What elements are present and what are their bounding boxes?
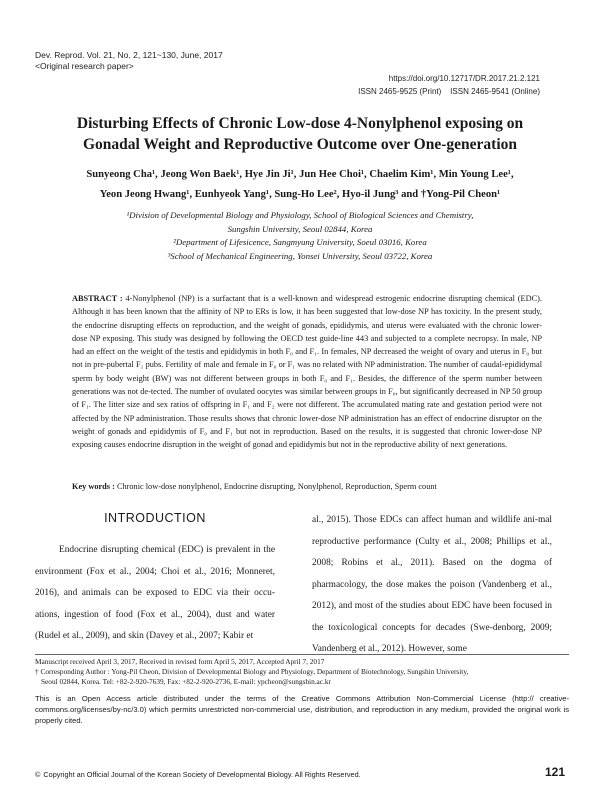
journal-header bbox=[35, 50, 223, 72]
section-heading-introduction: INTRODUCTION bbox=[104, 511, 206, 525]
abstract bbox=[72, 292, 542, 452]
title-line-2: Gonadal Weight and Reproductive Outcome over One-generation bbox=[83, 136, 517, 153]
keywords bbox=[72, 481, 542, 493]
doi-block bbox=[358, 72, 540, 98]
intro-paragraph-right: al., 2015). Those EDCs can affect human and wildlife ani-mal reproductive performance (Culty et al., 2008; Phillips et al., 2008; Robins et al., 2011). Based on the dogma of pharmacology, the dose makes the poison (Vandenberg et al., 2012), and most of the studies about EDC have been focused in the toxicological concepts for decades (Swe-denborg, 2009; Vandenberg et al., 2012). However, some bbox=[312, 515, 552, 654]
keywords-text: Chronic low-dose nonylphenol, Endocrine disrupting, Nonylphenol, Reproduction, Sperm count bbox=[116, 482, 437, 491]
page-number: 121 bbox=[544, 765, 565, 779]
keywords-label: Key words : bbox=[72, 482, 115, 491]
article-type: <Original research paper> bbox=[35, 61, 134, 71]
copyright-line bbox=[35, 770, 361, 779]
affiliation-1: ¹Division of Developmental Biology and Physiology, School of Biological Sciences and Chemistry, bbox=[126, 210, 474, 220]
doi-link[interactable]: https://doi.org/10.12717/DR.2017.21.2.121 bbox=[388, 74, 540, 83]
journal-citation: Dev. Reprod. Vol. 21, No. 2, 121~130, June, 2017 bbox=[35, 50, 223, 60]
authors-line-2: Yeon Jeong Hwang¹, Eunhyeok Yang¹, Sung-Ho Lee², Hyo-il Jung³ and †Yong-Pil Cheon¹ bbox=[99, 189, 501, 200]
footnotes bbox=[35, 657, 569, 687]
paper-title bbox=[40, 113, 560, 155]
intro-paragraph-left: Endocrine disrupting chemical (EDC) is prevalent in the environment (Fox et al., 2004; Choi et al., 2016; Monneret, 2016), and animals can be exposed to EDC via their occu-ations, ingestion of food (Fox et al., 2004), dust and water (Rudel et al., 2009), and skin (Davey et al., 2007; Kabir et bbox=[35, 545, 275, 641]
title-line-1: Disturbing Effects of Chronic Low-dose 4-Nonylphenol exposing on bbox=[76, 115, 524, 132]
abstract-text: 4-Nonylphenol (NP) is a surfactant that is a well-known and widespread estrogenic endocrine disrupting chemical (EDC). Although it has been known that the affinity of NP to ERs is low, it has been suggested that low-dose NP has toxicity. In the present study, the endocrine disrupting effects on reproduction, and the weight of gonads, epididymis, and uterus were evaluated with the chronic lower-dose NP exposing. This study was designed by following the OECD test guide-line 443 and subjected to a complete necropsy. In male, NP had an effect on the weight of the testis and epididymis in both F₀ and F₁. In females, NP decreased the weight of ovary and uterus in F₀ but not in pre-pubertal F₁ pubs. Fertility of male and female in F₀ or F₁ was no related with NP administration. The number of caudal-epididymal sperm by body weight (BW) was not different between groups in both F₀ and F₁. Besides, the difference of the sperm number between generations was not de-tected. The number of ovulated oocytes was similar between groups in F₀, but significantly decreased in NP 50 group of F₁. The litter size and sex ratios of offspring in F₁ and F₂ were not different. The accumulated mating rate and gestation period were not affected by the NP administration. Those results shows that chronic lower-dose NP administration has an effect of endocrine disruptor on the weight of gonads and epididymis of F₀ and F₁ but not in reproduction. Based on the results, it is suggested that chronic lower-dose NP exposing causes endocrine disruption in the weight of gonad and epididymis but not in the reproductive ability of next generations. bbox=[72, 294, 542, 450]
affiliation-2: ²Department of Lifesicence, Sangmyung University, Soeul 03016, Korea bbox=[173, 237, 427, 247]
affiliation-3: ³School of Mechanical Engineering, Yonsei University, Seoul 03722, Korea bbox=[167, 250, 433, 261]
copyright-icon: © bbox=[35, 770, 41, 779]
affiliations bbox=[40, 209, 560, 263]
issn-line: ISSN 2465-9525 (Print) ISSN 2465-9541 (Online) bbox=[358, 87, 540, 96]
license-notice: This is an Open Access article distributed under the terms of the Creative Commons Attribution Non-Commercial License (http:// creative-commons.org/licenses/by-nc/3.0) which permits unrestricted non-commercial use, distribution, and reproduction in any medium, provided the original work is properly cited. bbox=[35, 694, 569, 725]
intro-right-column bbox=[312, 510, 552, 661]
intro-left-column bbox=[35, 540, 275, 648]
copyright-text: Copyright an Official Journal of the Korean Society of Developmental Biology. All Rights Reserved. bbox=[43, 770, 361, 779]
abstract-label: ABSTRACT : bbox=[72, 294, 123, 303]
footnote-divider bbox=[35, 654, 569, 655]
manuscript-dates: Manuscript received April 3, 2017, Received in revised form April 5, 2017, Accepted April 7, 2017 bbox=[35, 657, 325, 666]
author-list bbox=[40, 165, 560, 205]
authors-line-1: Sunyeong Cha¹, Jeong Won Baek¹, Hye Jin Ji¹, Jun Hee Choi¹, Chaelim Kim¹, Min Young Lee¹, bbox=[86, 169, 514, 180]
corresponding-author: † Corresponding Author : Yong-Pil Cheon, Division of Developmental Biology and Physiology, Department of Biotechnology, Sungshin University, bbox=[35, 667, 469, 676]
corresponding-author-cont: Seoul 02844, Korea. Tel: +82-2-920-7639, Fax: +82-2-920-2736, E-mail: ypcheon@sungshin.ac.kr bbox=[41, 677, 331, 686]
affiliation-1-cont: Sungshin University, Seoul 02844, Korea bbox=[227, 223, 373, 234]
